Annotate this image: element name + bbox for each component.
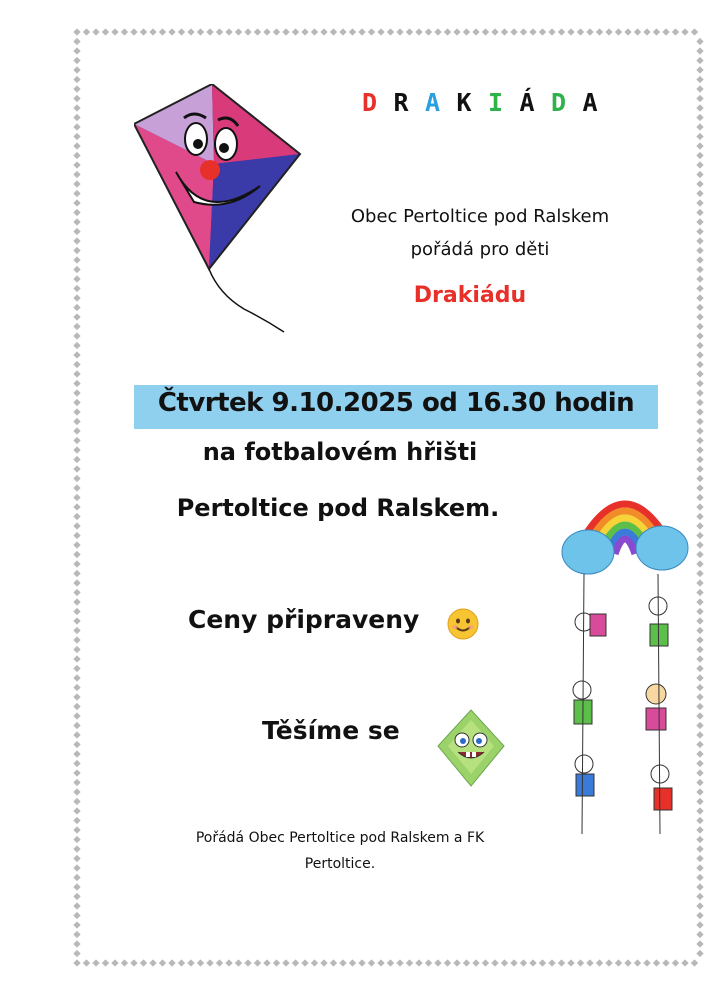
rainbow-kids-illustration [560, 474, 690, 844]
title-letter: K [456, 88, 472, 117]
sponge-kite-icon [436, 708, 506, 788]
footer-line1: Pořádá Obec Pertoltice pod Ralskem a FK [195, 830, 485, 846]
prizes-text: Ceny připraveny [188, 605, 420, 634]
smiley-emoji-icon [447, 608, 479, 640]
venue-line2: Pertoltice pod Ralskem. [176, 494, 500, 522]
kite-face-icon [134, 84, 304, 334]
event-date: Čtvrtek 9.10.2025 od 16.30 hodin [157, 388, 635, 418]
organizer-line2: pořádá pro děti [410, 239, 550, 260]
title-letter: D [362, 88, 378, 117]
venue-line1: na fotbalovém hřišti [202, 438, 478, 466]
title-letter: R [393, 88, 409, 117]
title-letter: Á [519, 88, 535, 117]
organizer-text [300, 200, 660, 266]
title-letter: I [488, 88, 504, 117]
footer-line2: Pertoltice. [304, 856, 376, 872]
title-letter: A [425, 88, 441, 117]
footer-note [160, 825, 520, 877]
event-name: Drakiádu [413, 283, 527, 308]
title-letter: D [551, 88, 567, 117]
title-letter: A [582, 88, 598, 117]
organizer-line1: Obec Pertoltice pod Ralskem [350, 206, 610, 227]
looking-forward-text: Těšíme se [262, 716, 400, 745]
page-title [362, 88, 642, 122]
